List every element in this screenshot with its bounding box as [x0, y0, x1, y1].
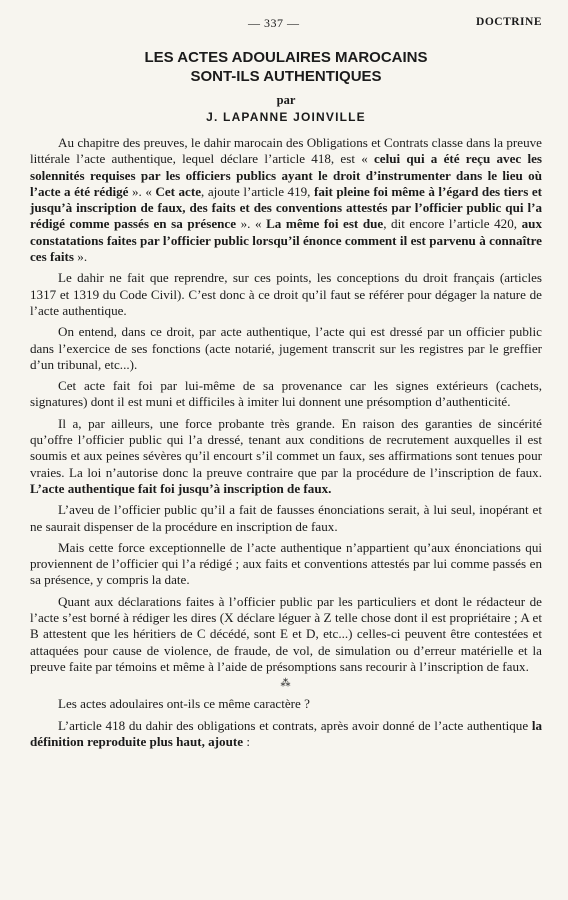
bold-text-segment: L’acte authentique fait foi jusqu’à inscription de faux.	[30, 480, 332, 496]
body-paragraph	[30, 594, 542, 675]
article-title-line-1: LES ACTES ADOULAIRES MAROCAINS	[144, 49, 428, 66]
article-body	[30, 135, 542, 750]
text-segment: L’aveu de l’officier public qu’il a fait de fausses énonciations serait, à lui seul, inopérant et ne saurait dispenser de la procédure en inscription de faux.	[30, 502, 542, 534]
bold-text-segment: fait pleine foi même à l’égard des tiers et jusqu’à inscription de faux, des faits et des conventions attestés par l’officier public qui l’a rédigé comme passés en sa présence	[30, 183, 542, 232]
body-paragraph	[30, 540, 542, 589]
text-segment: Le dahir ne fait que reprendre, sur ces points, les conceptions du droit français (articles 1317 et 1319 du Code Civil). C’est donc à ce droit qu’il faut se référer pour dégager la nature de l’acte authentique.	[30, 270, 542, 318]
text-segment: , ajoute l’article 419,	[201, 183, 314, 199]
bold-text-segment: celui qui a été reçu avec les solennités requises par les officiers publics ayant le droit d’instrumenter dans le lieu où l’acte a été rédigé	[30, 151, 542, 199]
text-segment: On entend, dans ce droit, par acte authentique, l’acte qui est dressé par un officier public dans l’exercice de ses fonctions (acte notarié, jugement transcrit sur les registres par le greffier d’un tribunal, etc...).	[30, 324, 542, 372]
text-segment: ». «	[128, 183, 156, 199]
section-separator: ⁂	[280, 678, 292, 690]
text-segment: Il a, par ailleurs, une force probante très grande. En raison des garanties de sincérité qu’offre l’officier public qui l’a dressé, tenant aux conditions de recrutement auxquelles il est soumis et aux peines sévères qu’il encourt s’il commet un faux, ses affirmations sont tenues pour vraies. La loi n’autorise donc la preuve contraire que par la procédure de l’inscription de faux.	[30, 415, 542, 480]
body-paragraph	[30, 324, 542, 373]
bold-text-segment: La même foi est due	[266, 216, 384, 232]
body-paragraph	[30, 135, 542, 265]
author-name: J. LAPANNE JOINVILLE	[206, 110, 366, 124]
body-paragraph	[30, 270, 542, 319]
body-paragraph	[30, 416, 542, 497]
closing-paragraphs	[30, 696, 542, 750]
body-paragraph	[30, 378, 542, 411]
section-label: DOCTRINE	[476, 16, 542, 28]
bold-text-segment: aux constatations faites par l’officier public lorsqu’il énonce comment il est parvenu à connaître ces faits	[30, 216, 542, 265]
article-title	[30, 48, 542, 86]
text-segment: ».	[74, 249, 88, 265]
text-segment: Quant aux déclarations faites à l’officier public par les particuliers et dont le rédacteur de l’acte s’est borné à rédiger les dires (X déclare léguer à Z telle chose dont il est propriétaire ; A et B attestent que les héritiers de C décédé, sont E et D, etc...) celles-ci peuvent être contestées et attaquées pour cause de violence, de fraude, de vol, de simulation ou d’erreur matérielle et la preuve faite par témoins et même à l’aide de présomptions sans recourir à l’inscription de faux.	[30, 593, 542, 674]
body-paragraph	[30, 696, 542, 712]
text-segment: Les actes adoulaires ont-ils ce même caractère ?	[58, 696, 310, 712]
article-title-line-2: SONT-ILS AUTHENTIQUES	[190, 68, 382, 85]
byline-par: par	[276, 93, 296, 107]
body-paragraphs	[30, 135, 542, 675]
text-segment: :	[243, 733, 250, 749]
text-segment: , dit encore l’article 420,	[383, 216, 522, 232]
running-head	[30, 14, 542, 36]
body-paragraph	[30, 502, 542, 535]
bold-text-segment: Cet acte	[155, 183, 202, 199]
text-segment: Au chapitre des preuves, le dahir marocain des Obligations et Contrats classe dans la preuve littérale l’acte authentique, lequel déclare l’article 418, est «	[30, 135, 542, 167]
page-number: — 337 —	[248, 16, 300, 30]
body-paragraph	[30, 718, 542, 751]
text-segment: Cet acte fait foi par lui-même de sa provenance car les signes extérieurs (cachets, signatures) dont il est muni et difficiles à imiter lui donnent une présomption d’authenticité.	[30, 378, 542, 410]
text-segment: ». «	[236, 216, 267, 232]
bold-text-segment: la définition reproduite plus haut, ajoute	[30, 717, 542, 749]
text-segment: L’article 418 du dahir des obligations et contrats, après avoir donné de l’acte authentique	[58, 717, 532, 733]
text-segment: Mais cette force exceptionnelle de l’acte authentique n’appartient qu’aux énonciations qui proviennent de l’officier qui l’a rédigé ; aux faits et conventions attestés par lui comme passés en sa présence, y compris la date.	[30, 539, 542, 588]
